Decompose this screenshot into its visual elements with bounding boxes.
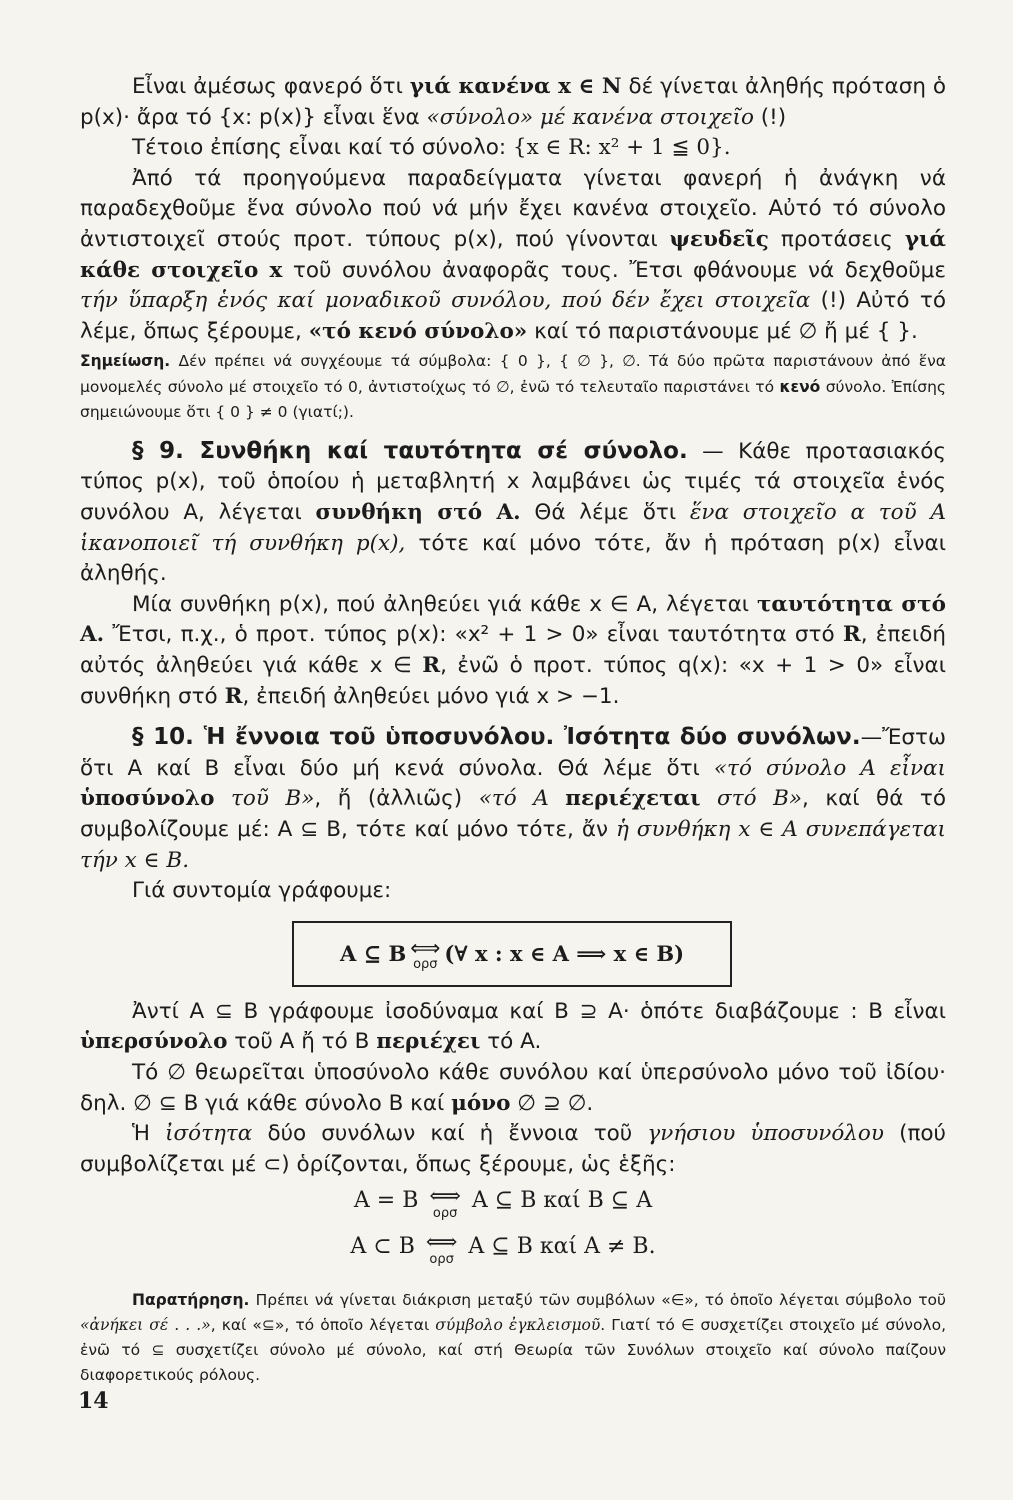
- box-right: (∀ x : x ∈ A ⟹ x ∈ B): [444, 941, 685, 967]
- note-symbols: Σημείωση. Δέν πρέπει νά συγχέουμε τά σύμβολα: { 0 }, { ∅ }, ∅. Τά δύο πρῶτα παριστάνουν ἀπό ἕνα μονομελές σύνολο μέ στοιχεῖο τό 0, ἀντιστοίχως τό ∅, ἐνῶ τό τελευταῖο παριστάνει τό κενό σύνολο. Ἐπίσης σημειώνουμε ὅτι { 0 } ≠ 0 (γιατί;).: [80, 352, 946, 422]
- iff-arrow: ⟺ ορσ: [429, 1184, 461, 1222]
- section-9-heading: § 9. Συνθήκη καί ταυτότητα σέ σύνολο.: [132, 437, 688, 464]
- iff-arrow: ⟺ ορσ: [410, 935, 441, 972]
- remark: Παρατήρηση. Πρέπει νά γίνεται διάκριση μεταξύ τῶν συμβόλων «∈», τό ὁποῖο λέγεται σύμβολο τοῦ «ἀνήκει σέ . . .», καί «⊆», τό ὁποῖο λέγεται σύμβολο ἐγκλεισμοῦ. Γιατί τό ∈ συσχετίζει στοιχεῖο μέ σύνολο, ἐνῶ τό ⊆ συσχετίζει σύνολο μέ σύνολο, καί στή Θεωρία τῶν Συνόλων στοιχεῖο καί σύνολο παίζουν διαφορετικούς ρόλους.: [80, 1291, 947, 1385]
- equation-proper-subset: A ⊂ B ⟺ ορσ A ⊆ B καί A ≠ B.: [350, 1230, 656, 1268]
- paragraph-empty-subset: Τό ∅ θεωρεῖται ὑποσύνολο κάθε συνόλου καί ὑπερσύνολο μόνο τοῦ ἰδίου· δηλ. ∅ ⊆ B γιά κάθε σύνολο B καί μόνο ∅ ⊇ ∅.: [80, 1059, 946, 1116]
- paragraph-empty-set-intro: Εἶναι ἀμέσως φανερό ὅτι γιά κανένα x ∈ N δέ γίνεται ἀληθής πρόταση ὁ p(x)· ἄρα τό {x: p(x)} εἶναι ἕνα «σύνολο» μέ κανένα στοιχεῖο (!): [80, 74, 946, 130]
- paragraph-equality: Ἡ ἰσότητα δύο συνόλων καί ἡ ἔννοια τοῦ γνήσιου ὑποσυνόλου (πού συμβολίζεται μέ ⊂) ὁρίζονται, ὅπως ξέρουμε, ὡς ἑξῆς:: [80, 1121, 946, 1177]
- paragraph-empty-set-definition: Ἀπό τά προηγούμενα παραδείγματα γίνεται φανερή ἡ ἀνάγκη νά παραδεχθοῦμε ἕνα σύνολο πού νά μήν ἔχει κανένα στοιχεῖο. Αὐτό τό σύνολο ἀντιστοιχεῖ στούς προτ. τύπους p(x), πού γίνονται ψευδεῖς προτάσεις γιά κάθε στοιχεῖο x τοῦ συνόλου ἀναφορᾶς τους. Ἔτσι φθάνουμε νά δεχθοῦμε τήν ὕπαρξη ἑνός καί μοναδικοῦ συνόλου, πού δέν ἔχει στοιχεῖα (!) Αὐτό τό λέμε, ὅπως ξέρουμε, «τό κενό σύνολο» καί τό παριστάνουμε μέ ∅ ἤ μέ { }.: [80, 165, 946, 344]
- section-10: § 10. Ἡ ἔννοια τοῦ ὑποσυνόλου. Ἰσότητα δύο συνόλων.—Ἔστω ὅτι A καί B εἶναι δύο μή κενά σύνολα. Θά λέμε ὅτι «τό σύνολο A εἶναι ὑποσύνολο τοῦ B», ἤ (ἀλλιῶς) «τό A περιέχεται στό B», καί θά τό συμβολίζουμε μέ: A ⊆ B, τότε καί μόνο τότε, ἄν ἡ συνθήκη x ∈ A συνεπάγεται τήν x ∈ B.: [80, 724, 947, 873]
- paragraph-superset: Ἀντί A ⊆ B γράφουμε ἰσοδύναμα καί B ⊇ A· ὁπότε διαβάζουμε : B εἶναι ὑπερσύνολο τοῦ A ἤ τό B περιέχει τό A.: [80, 998, 946, 1055]
- page-number: 14: [78, 1388, 109, 1414]
- equation-equality: A = B ⟺ ορσ A ⊆ B καί B ⊆ A: [353, 1184, 653, 1222]
- section-9: § 9. Συνθήκη καί ταυτότητα σέ σύνολο. — Κάθε προτασιακός τύπος p(x), τοῦ ὁποίου ἡ μεταβλητή x λαμβάνει ὡς τιμές τά στοιχεῖα ἑνός συνόλου A, λέγεται συνθήκη στό A. Θά λέμε ὅτι ἕνα στοιχεῖο α τοῦ A ἱκανοποιεῖ τή συνθήκη p(x), τότε καί μόνο τότε, ἄν ἡ πρόταση p(x) εἶναι ἀληθής.: [80, 437, 946, 587]
- paragraph-identity: Μία συνθήκη p(x), πού ἀληθεύει γιά κάθε x ∈ A, λέγεται ταυτότητα στό A. Ἔτσι, π.χ., ὁ προτ. τύπος p(x): «x² + 1 > 0» εἶναι ταυτότητα στό R, ἐπειδή αὐτός ἀληθεύει γιά κάθε x ∈ R, ἐνῶ ὁ προτ. τύπος q(x): «x + 1 > 0» εἶναι συνθήκη στό R, ἐπειδή ἀληθεύει μόνο γιά x > −1.: [80, 591, 947, 709]
- box-left: A ⊆ B: [339, 941, 407, 967]
- subset-definition-box: [292, 921, 732, 987]
- paragraph-shorthand: Γιά συντομία γράφουμε:: [132, 878, 392, 904]
- section-10-heading: § 10. Ἡ ἔννοια τοῦ ὑποσυνόλου. Ἰσότητα δύο συνόλων.: [132, 724, 861, 751]
- page-content: [80, 72, 946, 1388]
- paragraph-empty-set-example: Τέτοιο ἐπίσης εἶναι καί τό σύνολο: {x ∈ R: x² + 1 ≦ 0}.: [132, 135, 731, 161]
- iff-arrow: ⟺ ορσ: [425, 1230, 458, 1268]
